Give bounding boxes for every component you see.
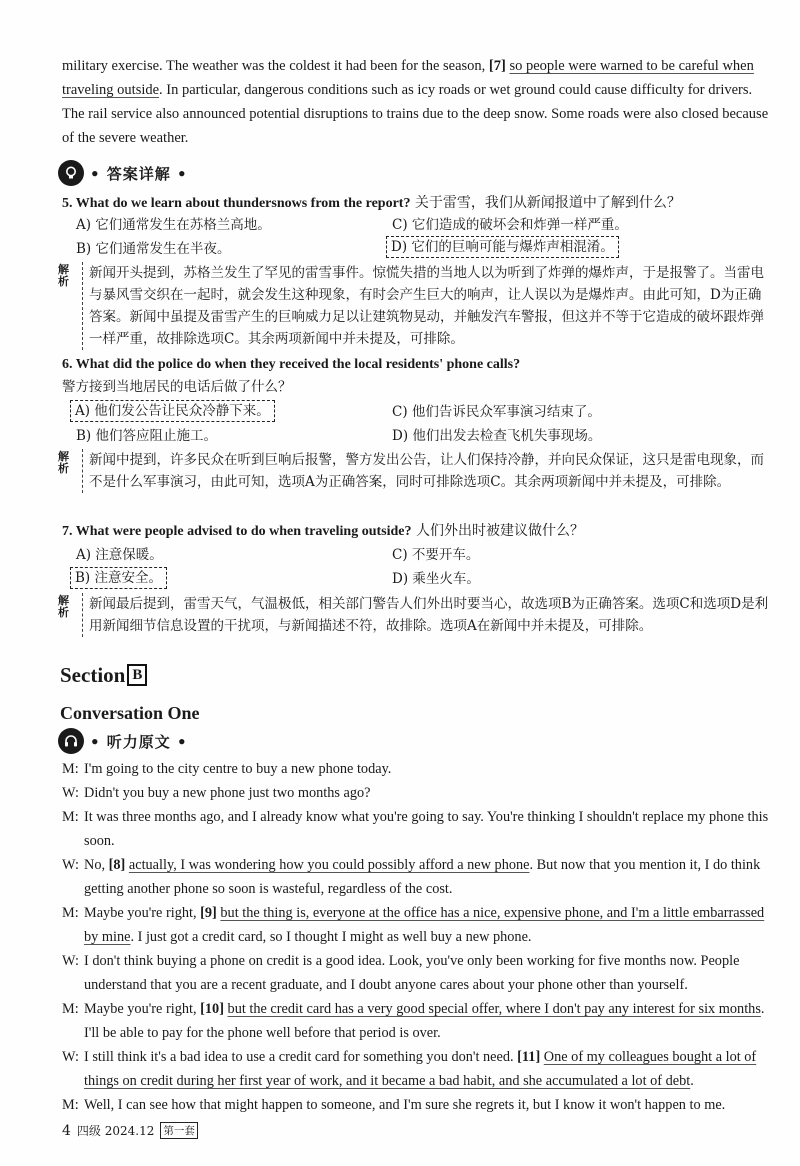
line-text: . I'll be able to pay for the phone well before that period is over.: [84, 1001, 765, 1041]
line-text: I don't think buying a phone on credit is a good idea. Look, you've only been working for five months now. People understand that you are a recent graduate, and I doubt anyone cares about your phone other than yourself.: [84, 953, 740, 993]
question-5: [62, 192, 774, 215]
dialogue-line: [62, 781, 774, 805]
line-text: Maybe you're right,: [84, 1001, 201, 1017]
analysis-tag: 解析: [58, 594, 69, 619]
page-footer: [62, 1122, 198, 1139]
paragraph-text: The rail service also announced potential disruptions to trains due to the deep snow. Some roads were also closed: [62, 106, 719, 122]
paragraph-text: military exercise. The weather was the coldest it had been for the season,: [62, 58, 489, 74]
answer-explanation-header: [58, 160, 188, 186]
analysis-text: 新闻中提到，许多民众在听到巨响后报警，警方发出公告，让人们保持冷静，并向民众保证，这只是雷电现象，而不是什么军事演习，由此可知，选项A为正确答案，同时可排除选项C。其余两项新闻中并未提及，可排除。: [82, 449, 774, 493]
line-text: No,: [84, 857, 109, 873]
conversation-title: Conversation One: [60, 703, 200, 723]
dialogue-line: [62, 949, 774, 997]
analysis-text: 新闻开头提到，苏格兰发生了罕见的雷雪事件。惊慌失措的当地人以为听到了炸弹的爆炸声，于是报警了。当雷电与暴风雪交织在一起时，就会发生这种现象，有时会产生巨大的响声，让人误以为是爆炸声。由此可知，D为正确答案。新闻中虽提及雷雪产生的巨响威力足以让建筑物晃动，并触发汽车警报，但这并不等于它造成的破坏跟炸弹一样严重，故排除选项C。其余两项新闻中并未提及，可排除。: [82, 262, 774, 350]
speaker: M:: [62, 809, 79, 825]
option-a: A) 注意保暖。: [76, 547, 163, 563]
question-translation: 人们外出时被建议做什么？: [415, 523, 584, 539]
underlined-answer: but the credit card has a very good special offer, where I don't pay any interest for six months: [227, 1001, 761, 1017]
footer-title: 四级 2024.12: [76, 1124, 155, 1138]
script-header: [58, 728, 188, 754]
line-text: It was three months ago, and I already know what you're going to say. You're thinking I shouldn't replace my phone this soon.: [84, 809, 769, 849]
speaker: W:: [62, 785, 79, 801]
underlined-answer: traveling outside: [62, 82, 160, 98]
option-d: D) 乘坐火车。: [392, 571, 480, 587]
line-text: Well, I can see how that might happen to someone, and I'm sure she regrets it, but I know it won't happen to me.: [84, 1097, 726, 1113]
question-6: [62, 353, 774, 376]
question-7: [62, 520, 774, 543]
underlined-answer: so people were warned to be careful when: [509, 58, 754, 74]
section-badge: B: [127, 664, 147, 686]
question-text: 5. What do we learn about thundersnows from the report?: [62, 196, 411, 211]
speaker: M:: [62, 1001, 79, 1017]
option-a: A) 它们通常发生在苏格兰高地。: [76, 217, 271, 233]
section-heading: • 听力原文 •: [90, 732, 188, 751]
underlined-answer: One of my colleagues bought a lot of things on credit during her first year of work, and it became a bad habit, and she accumulated a lot of debt: [84, 1049, 757, 1089]
question-mark-10: [10]: [200, 1001, 224, 1017]
option-c: C) 不要开车。: [392, 547, 480, 563]
speaker: M:: [62, 761, 79, 777]
question-mark-8: [8]: [108, 857, 126, 873]
speaker: M:: [62, 905, 79, 921]
question-text: 7. What were people advised to do when traveling outside?: [62, 524, 412, 539]
option-b-correct: B) 注意安全。: [70, 567, 167, 589]
question-mark-7: [7]: [488, 58, 506, 74]
dialogue-line: [62, 853, 774, 901]
paragraph-text: because of the severe weather.: [62, 106, 769, 146]
option-c: C) 他们告诉民众军事演习结束了。: [392, 404, 601, 420]
question-mark-9: [9]: [200, 905, 217, 921]
line-text: . I just got a credit card, so I thought I might as well buy a new phone.: [130, 929, 532, 945]
analysis-5: [58, 262, 774, 350]
dialogue-line: [62, 757, 774, 781]
dialogue-line: [62, 1045, 774, 1093]
speaker: M:: [62, 1097, 79, 1113]
option-d-correct: D) 它们的巨响可能与爆炸声相混淆。: [386, 236, 619, 258]
speaker: W:: [62, 953, 79, 969]
paragraph-text: . In particular, dangerous conditions such as icy roads or wet ground could cause difficulty for drivers.: [159, 82, 753, 98]
question-mark-11: [11]: [517, 1049, 541, 1065]
underlined-answer: actually, I was wondering how you could possibly afford a new phone: [128, 857, 530, 873]
dialogue-line: [62, 997, 774, 1045]
line-text: Didn't you buy a new phone just two months ago?: [84, 785, 371, 801]
speaker: W:: [62, 1049, 79, 1065]
dialogue-line: [62, 1093, 774, 1117]
option-d: D) 他们出发去检查飞机失事现场。: [392, 428, 602, 444]
analysis-6: [58, 449, 774, 493]
option-c: C) 它们造成的破坏会和炸弹一样严重。: [392, 217, 628, 233]
headphones-icon: [58, 728, 84, 754]
section-heading: • 答案详解 •: [90, 164, 188, 183]
line-text: I still think it's a bad idea to use a credit card for something you don't need.: [84, 1049, 518, 1065]
lightbulb-icon: [58, 160, 84, 186]
analysis-tag: 解析: [58, 450, 69, 475]
top-paragraph: [62, 54, 772, 150]
question-text: 6. What did the police do when they received the local residents' phone calls?: [62, 357, 521, 372]
dialogue-line: [62, 901, 774, 949]
analysis-text: 新闻最后提到，雷雪天气，气温极低，相关部门警告人们外出时要当心，故选项B为正确答案。选项C和选项D是利用新闻细节信息设置的干扰项，与新闻描述不符，故排除。选项A在新闻中并未提及，可排除。: [82, 593, 774, 637]
line-text: I'm going to the city centre to buy a new phone today.: [84, 761, 392, 777]
option-b: B) 他们答应阻止施工。: [76, 428, 217, 444]
footer-badge: 第一套: [160, 1122, 198, 1139]
dialogue-line: [62, 805, 774, 853]
line-text: .: [690, 1073, 694, 1089]
option-b: B) 它们通常发生在半夜。: [76, 241, 231, 257]
analysis-tag: 解析: [58, 263, 69, 288]
underlined-answer: but the thing is, everyone at the office has a nice, expensive phone, and I'm a little embarrassed by mine: [84, 905, 765, 945]
question-translation: 关于雷雪，我们从新闻报道中了解到什么？: [414, 195, 681, 211]
page-number: 4: [62, 1122, 71, 1139]
speaker: W:: [62, 857, 79, 873]
line-text: Maybe you're right,: [84, 905, 201, 921]
option-a-correct: A) 他们发公告让民众冷静下来。: [70, 400, 275, 422]
line-text: . But now that you mention it, I do think getting another phone so soon is wasteful, regardless of the cost.: [84, 857, 761, 897]
question-translation: 警方接到当地居民的电话后做了什么？: [62, 379, 292, 395]
analysis-7: [58, 593, 774, 637]
section-title: [60, 663, 147, 688]
section-label: Section: [60, 663, 126, 687]
